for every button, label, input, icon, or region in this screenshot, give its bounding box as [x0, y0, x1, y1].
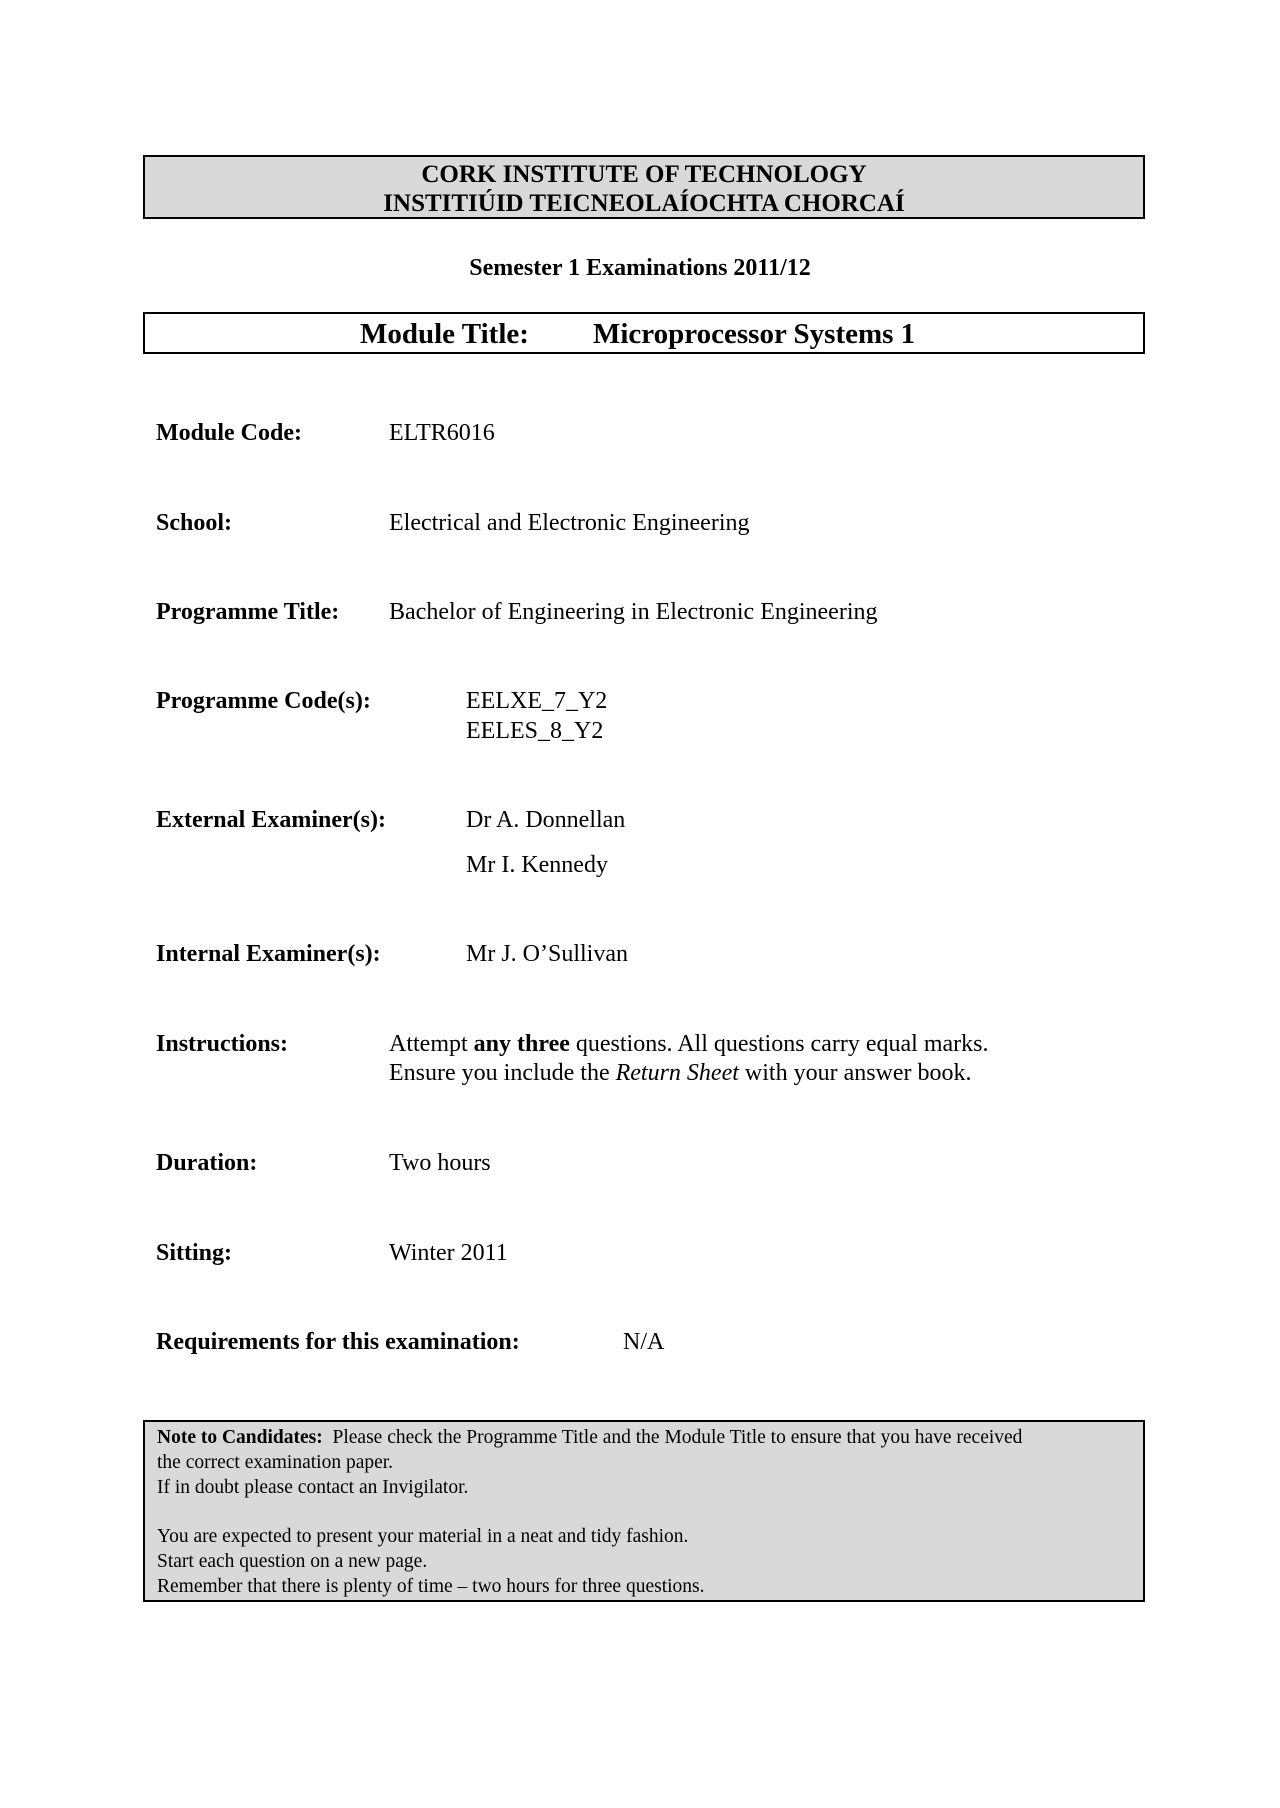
note-spacer: [157, 1500, 1131, 1525]
instructions-line-1: [389, 1029, 988, 1059]
external-examiners-label: External Examiner(s):: [156, 807, 386, 833]
institute-name-irish: INSTITIÚID TEICNEOLAÍOCHTA CHORCAÍ: [383, 190, 905, 217]
note-line-3: If in doubt please contact an Invigilator.: [157, 1476, 469, 1498]
module-title-box: [143, 312, 1145, 354]
sitting-value: Winter 2011: [389, 1240, 508, 1266]
external-examiner-1: Dr A. Donnellan: [466, 807, 626, 833]
instructions-emphasis: any three: [473, 1031, 570, 1057]
school-value: Electrical and Electronic Engineering: [389, 510, 750, 536]
internal-examiner-1: Mr J. O’Sullivan: [466, 941, 628, 967]
instructions-text: Attempt: [389, 1031, 474, 1057]
note-line-1: [157, 1426, 1131, 1451]
instructions-label: Instructions:: [156, 1031, 289, 1057]
internal-examiners-label: Internal Examiner(s):: [156, 941, 381, 967]
note-line-4: You are expected to present your material in a neat and tidy fashion.: [157, 1526, 689, 1548]
note-text: Please check the Programme Title and the Module Title to ensure that you have received: [332, 1427, 1023, 1448]
note-label: Note to Candidates:: [157, 1427, 323, 1448]
institute-name-english: CORK INSTITUTE OF TECHNOLOGY: [421, 161, 867, 188]
programme-codes-label: Programme Code(s):: [156, 688, 371, 714]
instructions-line-2: [389, 1058, 972, 1088]
programme-title-label: Programme Title:: [156, 599, 340, 625]
school-label: School:: [156, 510, 233, 536]
note-line-5: Start each question on a new page.: [157, 1550, 428, 1572]
note-line-2: the correct examination paper.: [157, 1451, 394, 1473]
module-code-label: Module Code:: [156, 420, 302, 446]
requirements-label: Requirements for this examination:: [156, 1329, 520, 1355]
duration-label: Duration:: [156, 1150, 258, 1176]
instructions-text: questions. All questions carry equal marks.: [569, 1031, 989, 1057]
note-to-candidates-box: [143, 1420, 1145, 1602]
requirements-value: N/A: [623, 1329, 665, 1355]
programme-code-2: EELES_8_Y2: [466, 718, 604, 744]
institute-header: [143, 155, 1145, 219]
duration-value: Two hours: [389, 1150, 491, 1176]
semester-heading: Semester 1 Examinations 2011/12: [469, 255, 811, 281]
return-sheet-emphasis: Return Sheet: [615, 1060, 739, 1086]
instructions-text: with your answer book.: [738, 1060, 972, 1086]
external-examiner-2: Mr I. Kennedy: [466, 852, 608, 878]
instructions-text: Ensure you include the: [389, 1060, 616, 1086]
programme-title-value: Bachelor of Engineering in Electronic Engineering: [389, 599, 878, 625]
module-title-label: Module Title:: [360, 318, 529, 350]
sitting-label: Sitting:: [156, 1240, 233, 1266]
note-line-6: Remember that there is plenty of time – two hours for three questions.: [157, 1575, 705, 1597]
module-title-value: Microprocessor Systems 1: [593, 318, 916, 350]
module-code-value: ELTR6016: [389, 420, 495, 446]
programme-code-1: EELXE_7_Y2: [466, 688, 608, 714]
